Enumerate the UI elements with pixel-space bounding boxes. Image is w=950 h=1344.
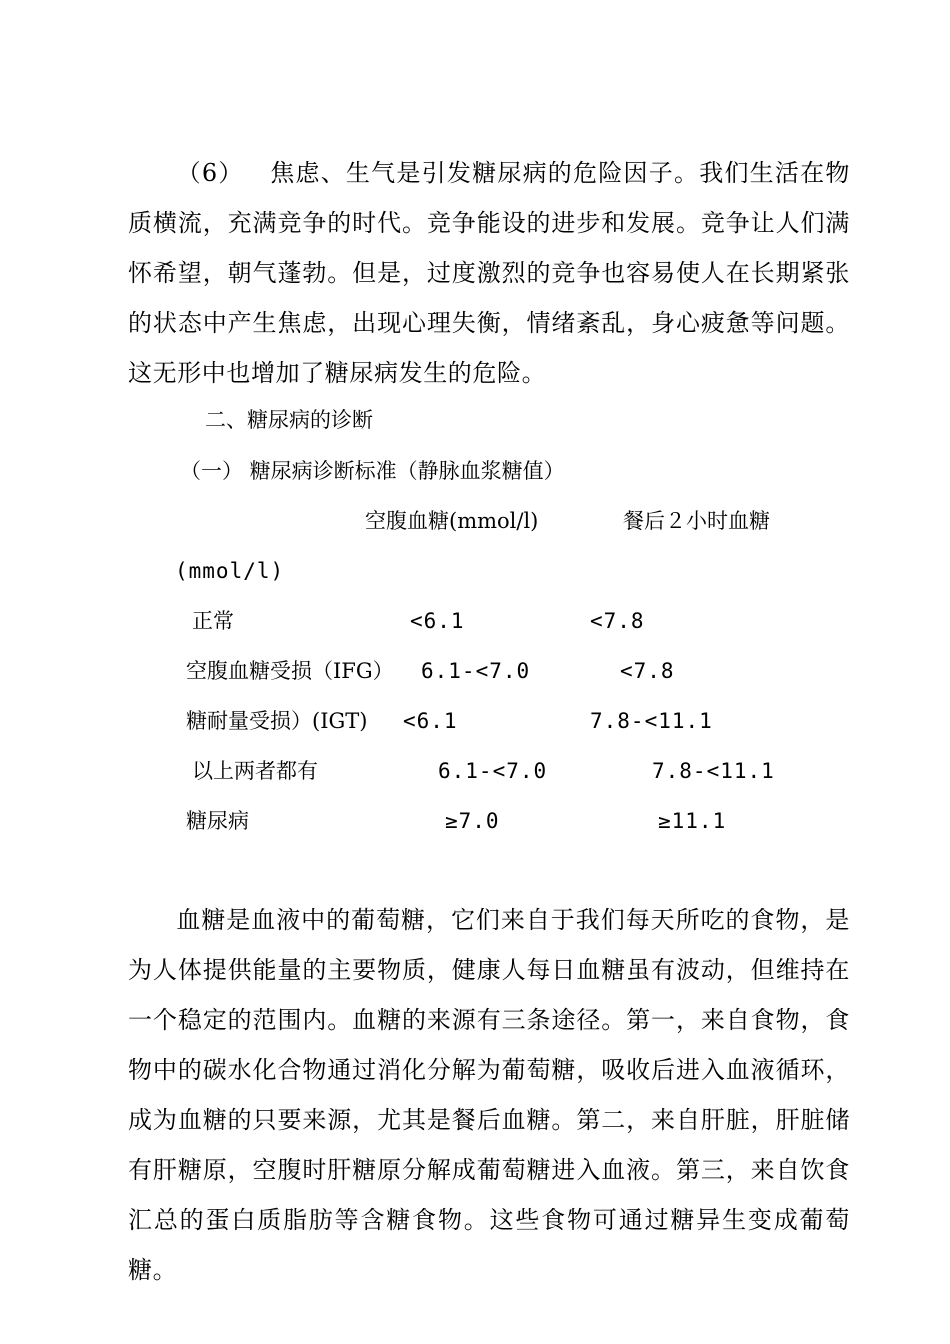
header-fasting: 空腹血糖(mmol/l) xyxy=(365,509,539,533)
row-postprandial-value: <7.8 xyxy=(590,609,645,633)
row-label: 正常 xyxy=(192,609,234,633)
row-postprandial-value: 7.8-<11.1 xyxy=(652,759,775,783)
row-label: 糖尿病 xyxy=(186,809,249,833)
row-label: 以上两者都有 xyxy=(192,759,318,783)
paragraph-text: 血糖是血液中的葡萄糖，它们来自于我们每天所吃的食物，是为人体提供能量的主要物质，健康人每日血糖虽有波动，但维持在一个稳定的范围内。血糖的来源有三条途径。第一，来自食物，食物中的碳水化合物通过消化分解为葡萄糖，吸收后进入血液循环，成为血糖的只要来源，尤其是餐后血糖。第二，来自肝脏，肝脏储有肝糖原，空腹时肝糖原分解成葡萄糖进入血液。第三，来自饮食汇总的蛋白质脂肪等含糖食物。这些食物可通过糖异生变成葡萄糖。 xyxy=(128,906,850,1284)
row-postprandial-value: ≥11.1 xyxy=(658,809,727,833)
row-fasting-value: 6.1-<7.0 xyxy=(421,659,531,683)
row-fasting-value: <6.1 xyxy=(403,709,458,733)
paragraph-number: （6） xyxy=(176,159,244,187)
row-fasting-value: ≥7.0 xyxy=(445,809,500,833)
header-postprandial: 餐后２小时血糖 xyxy=(623,509,770,533)
paragraph-text: 焦虑、生气是引发糖尿病的危险因子。我们生活在物质横流，充满竞争的时代。竞争能设的进步和发展。竞争让人们满怀希望，朝气蓬勃。但是，过度激烈的竞争也容易使人在长期紧张的状态中产生焦虑，出现心理失衡，情绪紊乱，身心疲惫等问题。这无形中也增加了糖尿病发生的危险。 xyxy=(128,159,850,387)
paragraph-blood-sugar xyxy=(128,895,850,1295)
section-heading: 二、糖尿病的诊断 xyxy=(205,408,373,432)
header-unit: (mmol/l) xyxy=(175,559,285,583)
row-label: 空腹血糖受损（IFG） xyxy=(186,659,394,683)
row-fasting-value: <6.1 xyxy=(410,609,465,633)
subsection-heading: （一） 糖尿病诊断标准（静脉血浆糖值） xyxy=(180,459,565,483)
row-label: 糖耐量受损）(IGT) xyxy=(186,709,368,733)
row-postprandial-value: <7.8 xyxy=(620,659,675,683)
row-postprandial-value: 7.8-<11.1 xyxy=(590,709,713,733)
row-fasting-value: 6.1-<7.0 xyxy=(438,759,548,783)
paragraph-risk-factor-6 xyxy=(128,148,850,398)
